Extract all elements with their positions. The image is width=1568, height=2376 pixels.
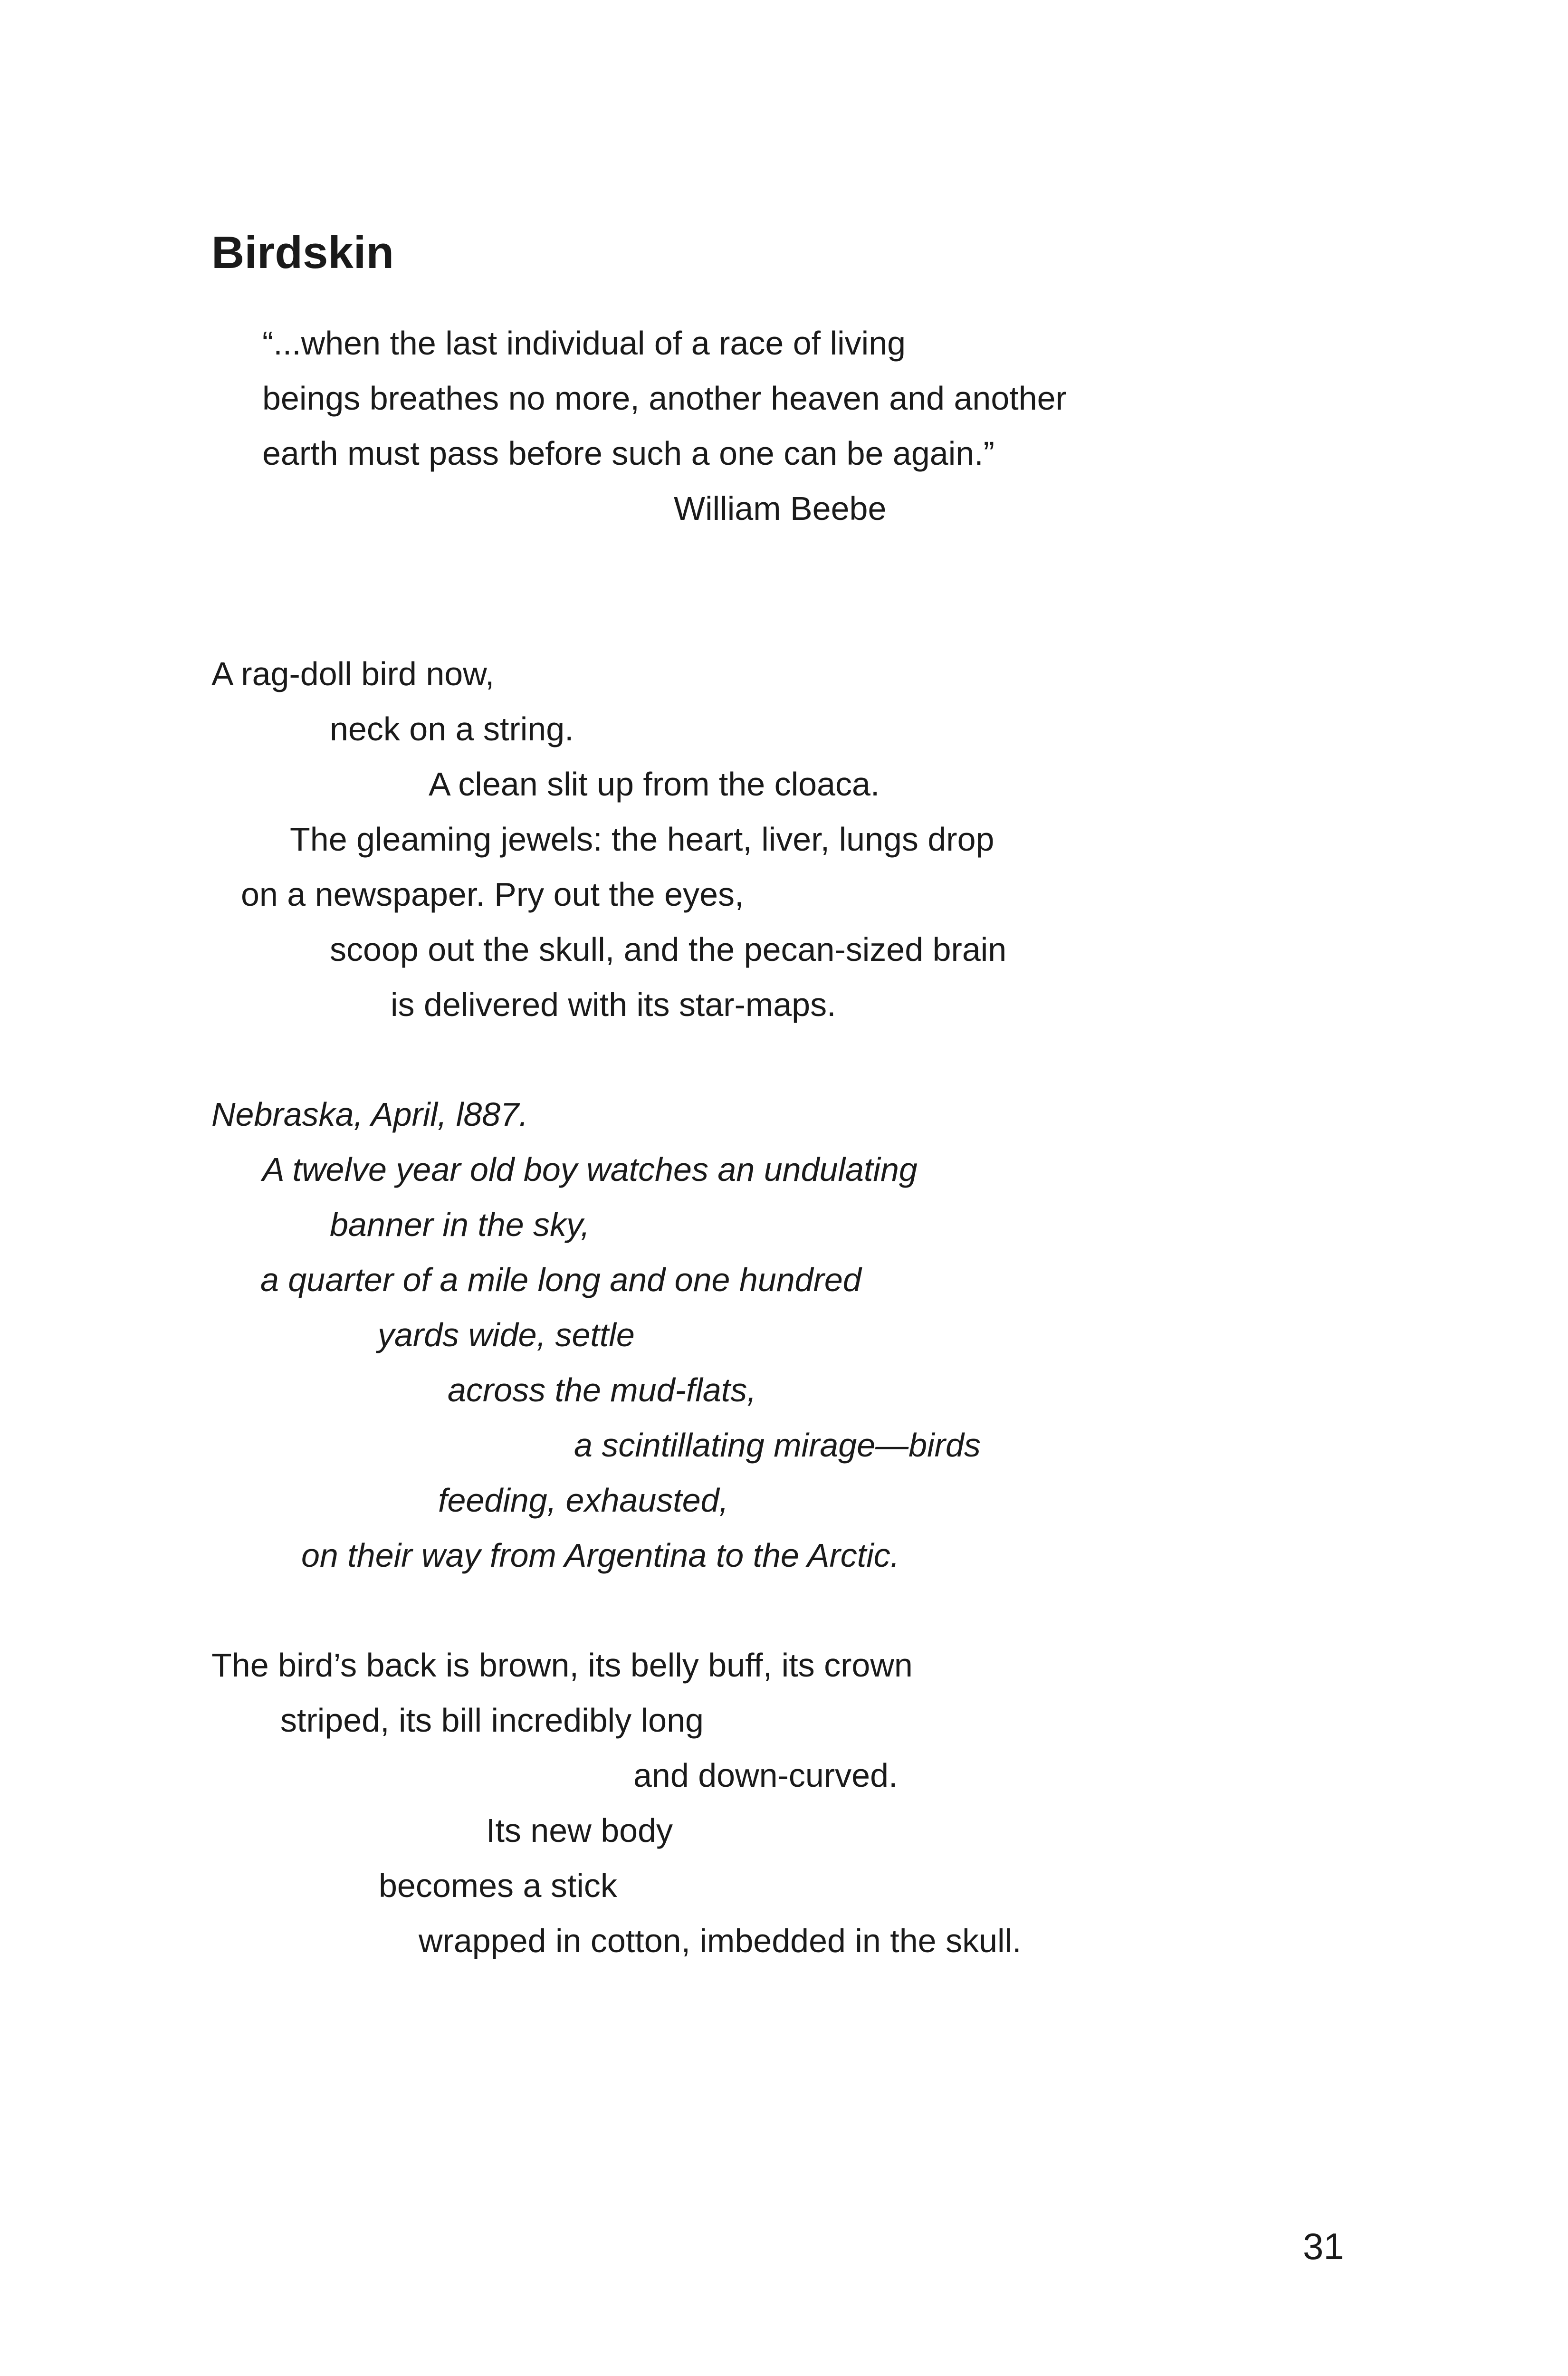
poem-line: across the mud-flats, [448, 1371, 756, 1408]
poem-line: scoop out the skull, and the pecan-sized brain [330, 931, 1007, 968]
epigraph-attribution: William Beebe [674, 490, 887, 527]
poem-line: feeding, exhausted, [438, 1482, 729, 1519]
poem-line: on a newspaper. Pry out the eyes, [241, 876, 744, 913]
poem-line: A twelve year old boy watches an undulating [262, 1151, 918, 1188]
poem-line: neck on a string. [330, 710, 574, 747]
poem-line: A clean slit up from the cloaca. [429, 766, 880, 803]
page-number: 31 [1303, 2225, 1344, 2267]
poem-line: wrapped in cotton, imbedded in the skull. [419, 1922, 1022, 1959]
poem-line: and down-curved. [633, 1757, 898, 1794]
poem-line: a scintillating mirage—birds [574, 1427, 981, 1464]
poem-line: banner in the sky, [330, 1206, 590, 1243]
epigraph-line: earth must pass before such a one can be again.” [262, 435, 994, 472]
poem-line: yards wide, settle [378, 1316, 635, 1353]
poem-title: Birdskin [211, 227, 394, 278]
poem-line: The gleaming jewels: the heart, liver, lungs drop [290, 821, 994, 858]
poem-line: is delivered with its star-maps. [391, 986, 836, 1023]
poem-line: Its new body [486, 1812, 673, 1849]
epigraph-line: “...when the last individual of a race of living [262, 325, 906, 362]
poem-line: on their way from Argentina to the Arctic. [301, 1537, 900, 1574]
poem-line: A rag-doll bird now, [211, 655, 495, 692]
poem-line: becomes a stick [379, 1867, 617, 1904]
poem-line: Nebraska, April, l887. [211, 1096, 528, 1133]
poem-line: The bird’s back is brown, its belly buff, its crown [211, 1647, 913, 1684]
poem-line: striped, its bill incredibly long [280, 1702, 704, 1739]
poem-line: a quarter of a mile long and one hundred [260, 1261, 861, 1298]
epigraph-line: beings breathes no more, another heaven and another [262, 380, 1067, 417]
